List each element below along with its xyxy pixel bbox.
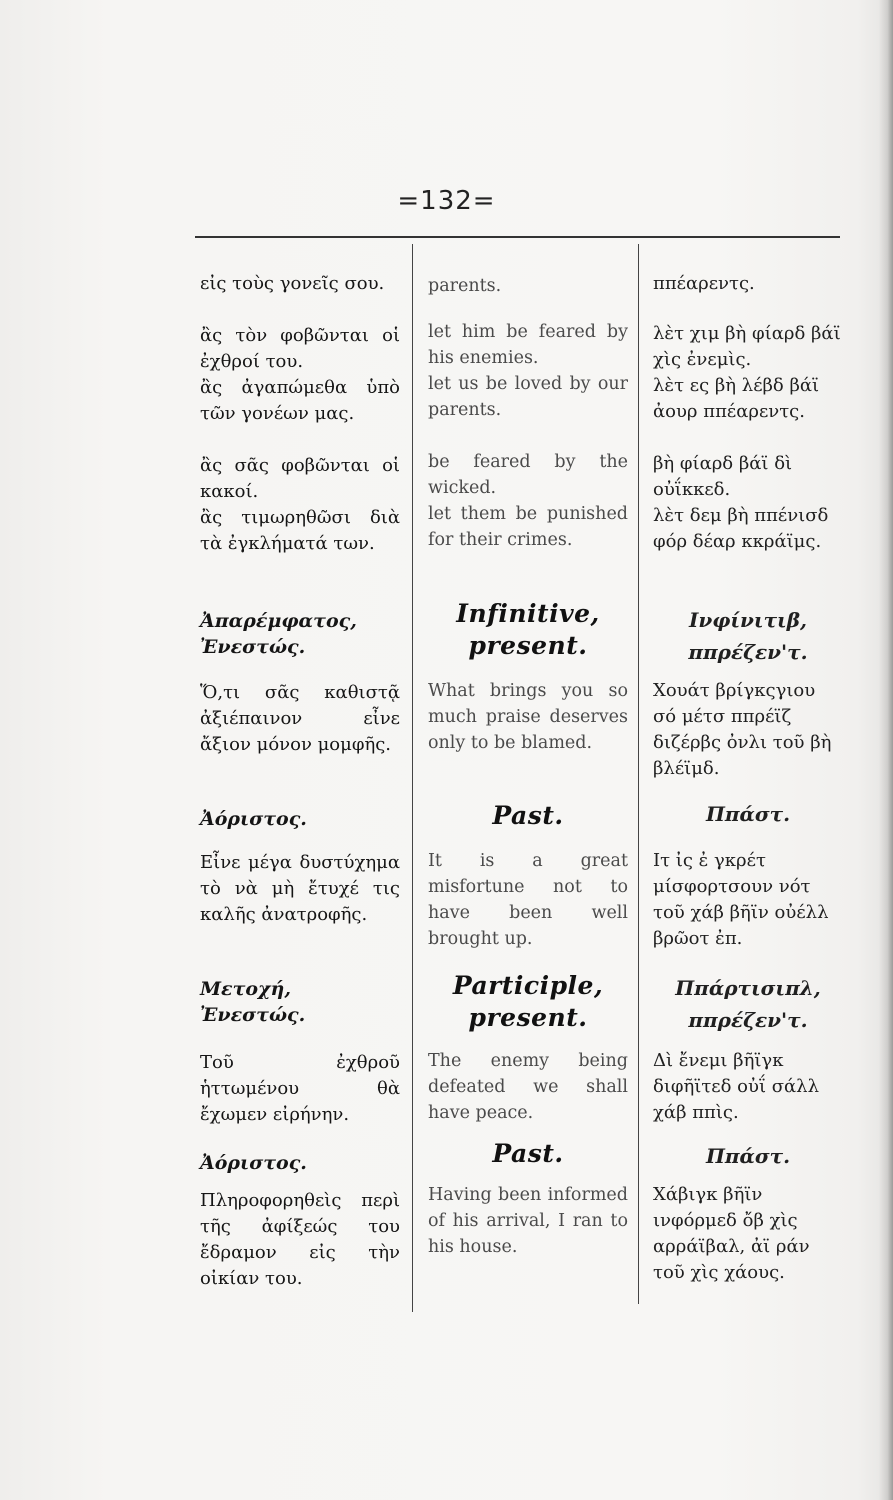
pronunciation-block: βὴ φίαρδ βάϊ δὶ οὐΐκκεδ.	[653, 453, 793, 500]
pronunciation-heading: Ππάρτισιπλ, ππρέζεν'τ.	[675, 976, 821, 1032]
greek-block: Πληροφορηθεὶς περὶ τῆς ἀφίξεώς του ἔδραμον εἰς τὴν οἰκίαν του.	[200, 1190, 400, 1289]
greek-block: ἂς τιμωρηθῶσι διὰ τὰ ἐγκλήματά των.	[200, 507, 400, 554]
pronunciation-block: λὲτ δεμ βὴ ππένισδ φόρ δέαρ κκράϊμς.	[653, 505, 829, 552]
pronunciation-block: Χάβιγκ βῆϊν ινφόρμεδ ὄβ χὶς αρράϊβαλ, ἀϊ ράν τοῦ χὶς χάους.	[653, 1184, 810, 1283]
pronunciation-block: Χουάτ βρίγκςγιου σό μέτσ ππρέϊζ διζέρβς ὀνλι τοῦ βὴ βλέϊμδ.	[653, 680, 832, 779]
english-block: It is a great misfortune not to have been well brought up.	[428, 851, 628, 949]
greek-block: ἂς σᾶς φοβῶνται οἱ κακοί.	[200, 455, 400, 502]
english-block: What brings you so much praise deserves only to be blamed.	[428, 681, 628, 753]
column-divider-left	[412, 244, 413, 1312]
greek-heading: Μετοχή, Ἐνεστώς.	[200, 978, 306, 1026]
greek-block: ἂς ἀγαπώμεθα ὑπὸ τῶν γονέων μας.	[200, 377, 400, 424]
greek-block: Τοῦ ἐχθροῦ ἡττωμένου θὰ ἔχωμεν εἰρήνην.	[200, 1052, 400, 1125]
english-heading: Past.	[492, 1139, 564, 1168]
header-rule	[195, 236, 840, 238]
greek-heading: Ἀόριστος.	[200, 808, 307, 830]
english-heading: Infinitive, present.	[456, 599, 600, 660]
pronunciation-block: λὲτ χιμ βὴ φίαρδ βάϊ χὶς ἐνεμὶς.	[653, 323, 841, 370]
pronunciation-heading: Ππάστ.	[705, 1144, 791, 1168]
pronunciation-block: ππέαρεντς.	[653, 273, 755, 294]
greek-block: Ὅ,τι σᾶς καθιστᾷ ἀξιέπαινον εἶνε ἄξιον μόνον μομφῆς.	[200, 682, 400, 755]
pronunciation-heading: Ππάστ.	[705, 802, 791, 826]
english-block: let us be loved by our parents.	[428, 374, 628, 420]
page-edge	[879, 0, 893, 1500]
pronunciation-block: λὲτ ες βὴ λέβδ βάϊ ἀουρ ππέαρεντς.	[653, 375, 820, 422]
pronunciation-block: Δὶ ἔνεμι βῆϊγκ διφῆϊτεδ οὐΐ σάλλ χάβ ππὶς.	[653, 1050, 819, 1123]
greek-heading: Ἀπαρέμφατος, Ἐνεστώς.	[200, 610, 357, 658]
english-block: parents.	[428, 276, 502, 296]
english-heading: Past.	[492, 801, 564, 830]
english-block: let them be punished for their crimes.	[428, 504, 628, 550]
greek-block: ἂς τὸν φοβῶνται οἱ ἐχθροί του.	[200, 325, 400, 372]
greek-block: Εἶνε μέγα δυστύχημα τὸ νὰ μὴ ἔτυχέ τις καλῆς ἀνατροφῆς.	[200, 852, 400, 925]
greek-block: εἰς τοὺς γονεῖς σου.	[200, 273, 385, 294]
page-number: =132=	[397, 186, 496, 216]
english-block: The enemy being defeated we shall have peace.	[428, 1051, 628, 1123]
pronunciation-block: Ιτ ἰς ἐ γκρέτ μίσφορτσουν νότ τοῦ χάβ βῆϊν οὐέλλ βρῶοτ ἐπ.	[653, 850, 829, 949]
english-block: Having been informed of his arrival, I ran to his house.	[428, 1185, 628, 1257]
english-heading: Participle, present.	[452, 971, 604, 1032]
pronunciation-heading: Ινφίνιτιβ, ππρέζεν'τ.	[688, 608, 808, 664]
english-block: be feared by the wicked.	[428, 452, 628, 498]
english-block: let him be feared by his enemies.	[428, 322, 628, 368]
column-divider-right	[638, 244, 639, 1304]
greek-heading: Ἀόριστος.	[200, 1152, 307, 1174]
